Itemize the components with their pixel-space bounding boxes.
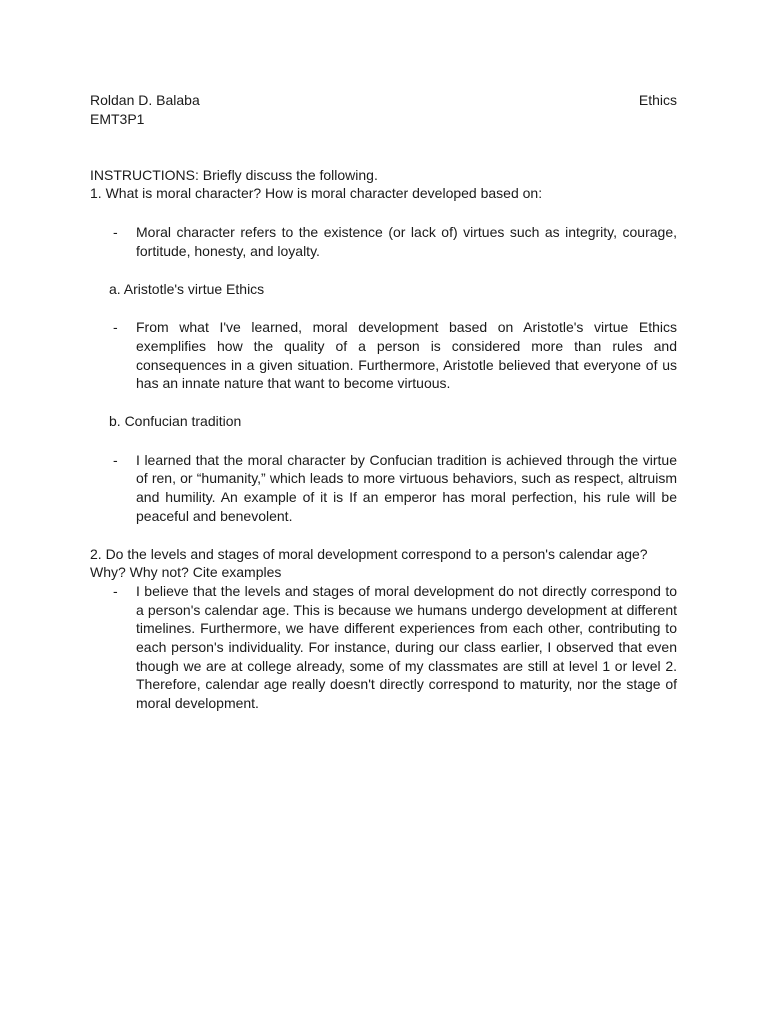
subject-label: Ethics (638, 92, 677, 108)
q1-part-b-heading: b. Confucian tradition (109, 413, 242, 430)
q1-part-a-answer: From what I've learned, moral development based on Aristotle's virtue Ethics exemplifies how the quality of a person is considered more than rules and consequences in a given situation. Furthermore, Aristotle believed that everyone of us has an innate nature that want to become virtuous. (136, 319, 677, 392)
author-name: Roldan D. Balaba (90, 92, 200, 108)
q1-answer-item (90, 223, 677, 260)
q1-part-a-answer-item (90, 318, 677, 393)
q2-answer-item (90, 582, 677, 713)
bullet-dash: - (113, 582, 118, 599)
bullet-dash: - (113, 319, 118, 336)
bullet-dash: - (113, 451, 118, 468)
instructions: INSTRUCTIONS: Briefly discuss the following. (90, 166, 378, 183)
q2-answer: I believe that the levels and stages of moral development do not directly correspond to a person's calendar age. This is because we humans undergo development at different timelines. Furthermore, we have different experiences from each other, contributing to each person's individuality. For instance, during our class earlier, I observed that even though we are at college already, some of my classmates are still at level 1 or level 2. Therefore, calendar age really doesn't directly correspond to maturity, nor the stage of moral development. (136, 582, 677, 712)
q1-part-b-answer: I learned that the moral character by Confucian tradition is achieved through the virtue of ren, or “humanity,” which leads to more virtuous behaviors, such as respect, altruism and humility. An example of it is If an emperor has moral perfection, his rule will be peaceful and benevolent. (136, 451, 677, 524)
q1-part-a-heading: a. Aristotle's virtue Ethics (109, 280, 265, 297)
question-2-line-1: 2. Do the levels and stages of moral development correspond to a person's calendar age? (90, 545, 648, 562)
section-code: EMT3P1 (90, 111, 145, 127)
document-header (90, 91, 677, 110)
q1-answer: Moral character refers to the existence (or lack of) virtues such as integrity, courage, fortitude, honesty, and loyalty. (136, 224, 677, 259)
question-1: 1. What is moral character? How is moral character developed based on: (90, 185, 543, 202)
bullet-dash: - (113, 224, 118, 241)
question-2-line-2: Why? Why not? Cite examples (90, 564, 282, 581)
document-page (90, 91, 677, 713)
q1-part-b-answer-item (90, 451, 677, 526)
